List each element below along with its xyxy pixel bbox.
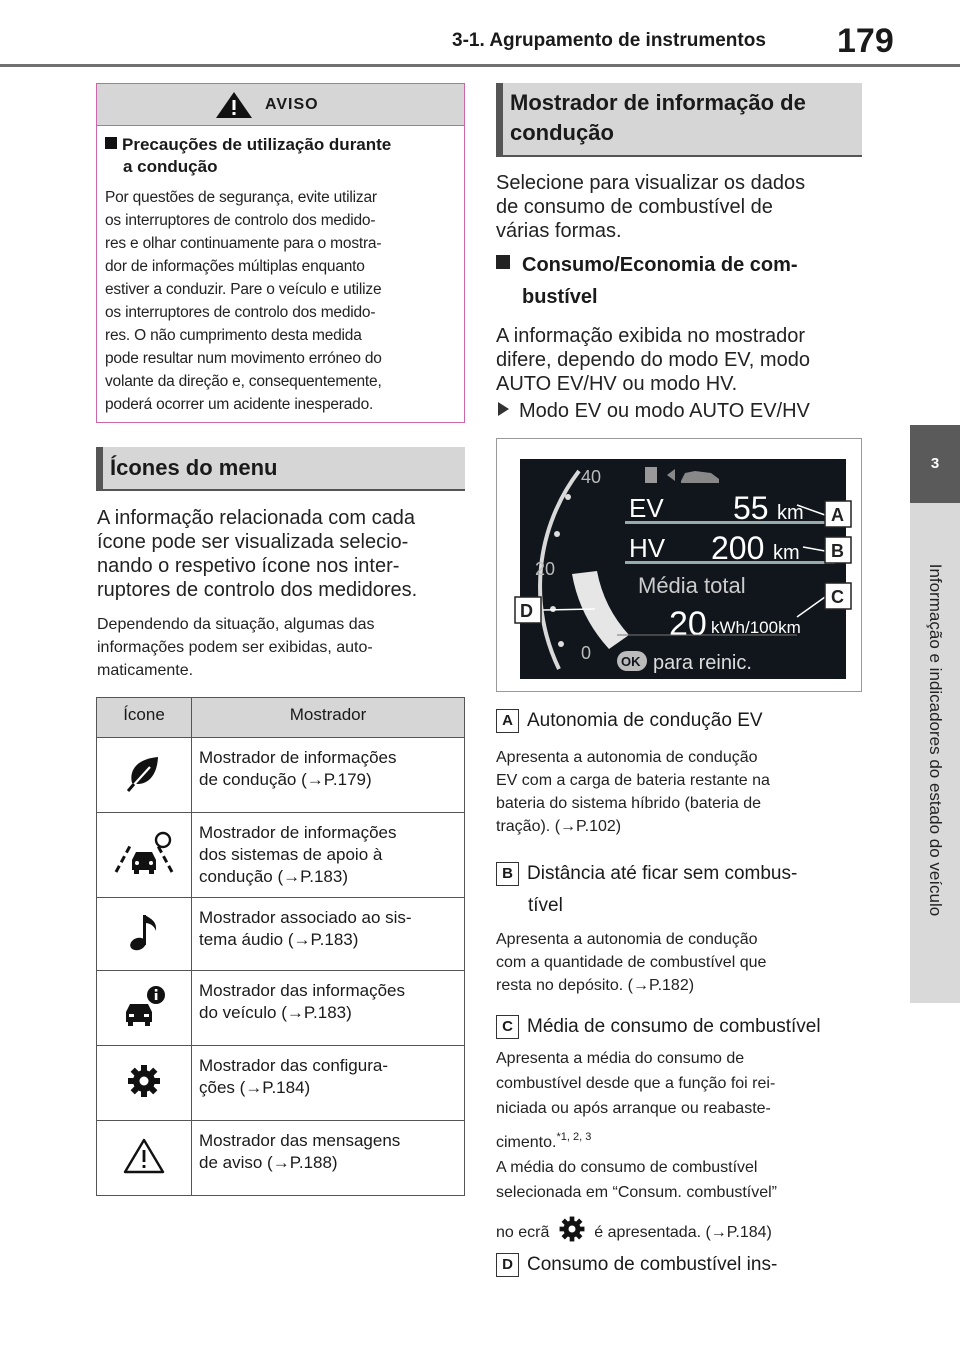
hv-label: HV: [629, 533, 666, 563]
table-row: Mostrador das informações do veículo (→P.183): [97, 971, 465, 1046]
chapter-number: 3: [930, 455, 940, 472]
gear-icon: [126, 1063, 162, 1099]
section-heading-icones: Ícones do menu: [96, 447, 465, 491]
chapter-tab[interactable]: [910, 425, 960, 503]
table-row: Mostrador das configura- ções (→P.184): [97, 1046, 465, 1121]
fuel-pump-icon: [645, 467, 657, 483]
conducao-intro: Selecione para visualizar os dados de consumo de combustível de várias formas.: [496, 172, 806, 242]
item-b-title: B Distância até ficar sem combus- tível: [496, 858, 797, 922]
gear-icon: [558, 1215, 586, 1243]
leaf-icon: [124, 753, 164, 793]
warning-triangle-icon: [215, 91, 253, 119]
item-b-body: Apresenta a autonomia de condução com a quantidade de combustível que resta no depósito. (→P.182): [496, 931, 767, 994]
average-label: Média total: [638, 573, 746, 598]
gauge-top-label: 40: [581, 467, 602, 487]
table-row: Mostrador de informações de condução (→P.179): [97, 738, 465, 813]
reset-text: para reinic.: [653, 652, 752, 674]
warning-box-title: AVISO: [265, 96, 319, 113]
page-number: 179: [837, 22, 894, 60]
item-d-title: D Consumo de combustível ins-: [496, 1253, 777, 1277]
triangle-bullet-icon: [498, 402, 509, 416]
ev-label: EV: [629, 493, 664, 523]
warning-box-header: [97, 84, 464, 126]
vehicle-info-icon: [120, 984, 168, 1028]
column-header-display: Mostrador: [192, 698, 465, 738]
badge-c: C: [496, 1015, 519, 1039]
table-row: Mostrador associado ao sis- tema áudio (→P.183): [97, 898, 465, 971]
menu-icons-table: [96, 697, 465, 1196]
footnote-ref: *1, 2, 3: [556, 1131, 592, 1143]
square-bullet-icon: [496, 255, 510, 269]
warning-box: [96, 83, 465, 423]
chapter-label: Informação e indicadores do estado do veículo: [926, 563, 945, 917]
table-row: Mostrador das mensagens de aviso (→P.188): [97, 1121, 465, 1196]
icones-intro: A informação relacionada com cada ícone pode ser visualizada selecio- nando o respetivo ícone nos inter- ruptores de controlo dos medidores.: [97, 507, 418, 601]
subsection-consumo: Consumo/Economia de com- bustível: [496, 249, 866, 313]
instrument-display-figure: [496, 438, 862, 692]
page-header: [0, 0, 960, 66]
section-heading-conducao: Mostrador de informação de condução: [496, 83, 862, 157]
svg-text:B: B: [831, 541, 844, 561]
item-a-body: Apresenta a autonomia de condução EV com a carga de bateria restante na bateria do sistema híbrido (bateria de tração). (→P.102): [496, 749, 770, 835]
gauge-low-label: 0: [581, 643, 592, 663]
music-note-icon: [127, 911, 161, 953]
ev-value: 55: [733, 490, 769, 526]
badge-a: A: [496, 709, 519, 733]
hv-unit: km: [773, 542, 800, 564]
square-bullet-icon: [105, 137, 117, 149]
warning-body: Por questões de segurança, evite utilizar os interruptores de controlo dos medido- res e olhar continuamente para o mostra- dor de informações múltiplas enquanto estiver a conduzir. Pare o veículo e utilize os interruptores de controlo dos medido- res. O não cumprimento desta medida pode resultar num movimento erróneo do volante da direção e, consequentemente, poderá ocorrer um acidente inesperado.: [105, 189, 382, 413]
section-title: 3-1. Agrupamento de instrumentos: [452, 30, 766, 51]
instrument-display-svg: [497, 439, 863, 693]
ev-unit: km: [777, 502, 804, 524]
warning-subtitle: Precauções de utilização durante a condução: [105, 134, 455, 178]
driving-support-icon: [112, 830, 176, 876]
gauge-mid-label: 20: [535, 559, 556, 579]
icones-note: Dependendo da situação, algumas das informações podem ser exibidas, auto- maticamente.: [97, 616, 375, 679]
item-c-body: Apresenta a média do consumo de combustível desde que a função foi rei- niciada ou após arranque ou reabaste- cimento.$^{*1, 2, 3}$ A média do consumo de combustível selecionada em “Consum. combustível” no ecrã é apresentada. (→P.184): [496, 1050, 778, 1241]
ok-label: OK: [621, 654, 641, 669]
item-c-title: C Média de consumo de combustível: [496, 1015, 821, 1039]
badge-b: B: [496, 862, 519, 886]
mode-line: Modo EV ou modo AUTO EV/HV: [498, 399, 868, 423]
svg-text:D: D: [520, 601, 533, 621]
item-a-title: A Autonomia de condução EV: [496, 709, 763, 733]
table-header-row: [97, 698, 465, 738]
average-value: 20: [669, 605, 707, 643]
conducao-desc: A informação exibida no mostrador difere, dependo do modo EV, modo AUTO EV/HV ou modo HV.: [496, 325, 810, 395]
badge-d: D: [496, 1253, 519, 1277]
hv-value: 200: [711, 530, 765, 566]
column-header-icon: Ícone: [97, 698, 192, 738]
display-screen: [520, 459, 846, 679]
average-unit: kWh/100km: [711, 618, 801, 637]
header-rule: [0, 64, 960, 67]
table-row: Mostrador de informações dos sistemas de apoio à condução (→P.183): [97, 813, 465, 898]
svg-text:A: A: [831, 505, 844, 525]
warning-icon: [122, 1137, 166, 1175]
svg-text:C: C: [831, 587, 844, 607]
